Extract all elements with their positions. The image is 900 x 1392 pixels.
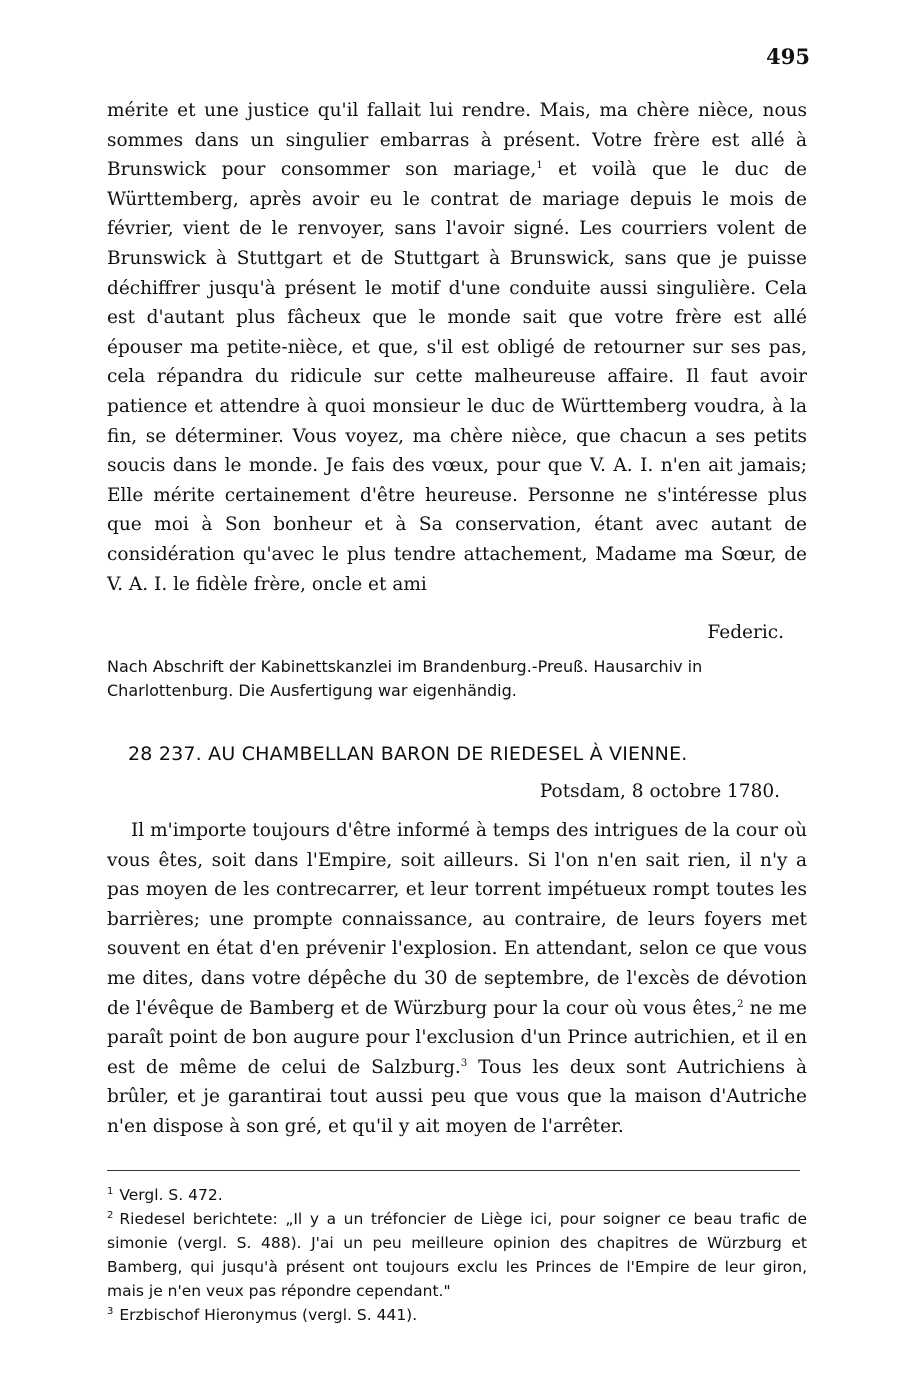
footnotes [107,1183,807,1327]
footnote-1 [107,1183,807,1207]
letter-body-2 [107,816,807,1142]
place-date: Potsdam, 8 octobre 1780. [539,781,780,802]
letter-heading: 28 237. AU CHAMBELLAN BARON DE RIEDESEL À VIENNE. [128,743,688,765]
footnote-3 [107,1303,807,1327]
footnote-text: Vergl. S. 472. [119,1186,223,1204]
page-number: 495 [766,44,810,69]
footnote-text: Riedesel berichtete: „Il y a un tréfoncier de Liège ici, pour soigner ce beau trafic de simonie (vergl. S. 488). J'ai un peu meilleure opinion des chapitres de Würzburg et Bamberg, qui jusqu'à présent ont toujours exclu les Princes de l'Empire de leur giron, mais je n'en veux pas répondre cependant." [107,1210,807,1300]
footnote-divider [107,1170,800,1171]
letter-2-text-b: ne me paraît point de bon augure pour l'exclusion d'un Prince autrichien, et il en est de même de celui de Salzburg. [107,997,807,1078]
footnote-2 [107,1207,807,1303]
letter-body-1 [107,96,807,599]
footnote-mark: 3 [107,1305,114,1317]
footnote-mark: 2 [107,1209,114,1221]
letter-1-text-a: mérite et une justice qu'il fallait lui rendre. Mais, ma chère nièce, nous sommes dans un singulier embarras à présent. Votre frère est allé à Brunswick pour consommer son mariage, [107,100,807,181]
footnote-text: Erzbischof Hieronymus (vergl. S. 441). [119,1306,418,1324]
footnote-ref-2[interactable]: 2 [737,998,744,1010]
footnote-ref-3[interactable]: 3 [460,1057,468,1069]
footnote-mark: 1 [107,1185,114,1197]
footnote-ref-1[interactable]: 1 [536,160,543,172]
letter-1-text-b: et voilà que le duc de Württemberg, après avoir eu le contrat de mariage depuis le mois de février, vient de le renvoyer, sans l'avoir signé. Les courriers volent de Brunswick à Stuttgart et de Stuttgart à Brunswick, sans que je puisse déchiffrer jusqu'à présent le motif d'une conduite aussi singulière. Cela est d'autant plus fâcheux que le monde sait que votre frère est allé épouser ma petite-nièce, et que, s'il est obligé de retourner sur ses pas, cela répandra du ridicule sur cette malheureuse affaire. Il faut avoir patience et attendre à quoi monsieur le duc de Württemberg voudra, à la fin, se déterminer. Vous voyez, ma chère nièce, que chacun a ses petits soucis dans le monde. Je fais des vœux, pour que V. A. I. n'en ait jamais; Elle mérite certainement d'être heureuse. Personne ne s'intéresse plus que moi à Son bonheur et à Sa conservation, étant avec autant de considération qu'avec le plus tendre attachement, Madame ma Sœur, de V. A. I. le fidèle frère, oncle et ami [107,159,807,595]
letter-2-text-a: Il m'importe toujours d'être informé à temps des intrigues de la cour où vous êtes, soit dans l'Empire, soit ailleurs. Si l'on n'en sait rien, il n'y a pas moyen de les contrecarrer, et leur torrent impétueux rompt toutes les barrières; une prompte connaissance, au contraire, de leurs foyers met souvent en état d'en prévenir l'explosion. En attendant, selon ce que vous me dites, dans votre dépêche du 30 de septembre, de l'excès de dévotion de l'évêque de Bamberg et de Würzburg pour la cour où vous êtes, [107,820,807,1019]
signature: Federic. [707,622,784,643]
source-note: Nach Abschrift der Kabinettskanzlei im Brandenburg.-Preuß. Hausarchiv in Charlottenburg. Die Ausfertigung war eigenhändig. [107,657,703,700]
letter-2-text-c: Tous les deux sont Autrichiens à brûler, et je garantirai tout aussi peu que vous que la maison d'Autriche n'en dispose à son gré, et qu'il y ait moyen de l'arrêter. [107,1056,807,1137]
